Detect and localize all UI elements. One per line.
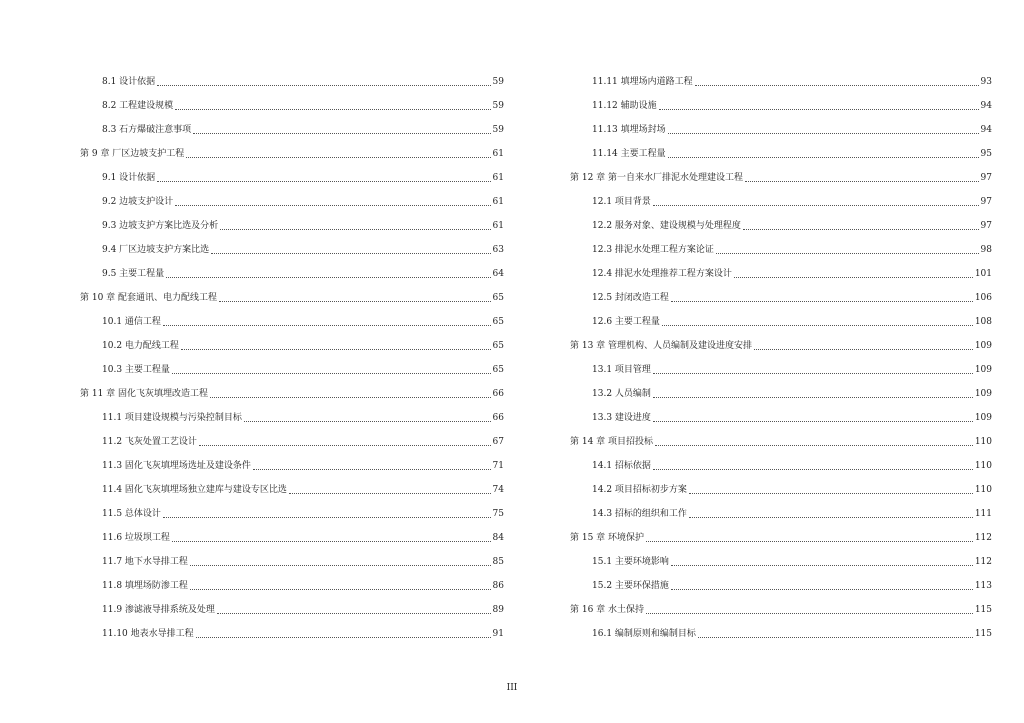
toc-entry-page: 109 [974,389,992,399]
toc-entry-title: 11.6 垃圾坝工程 [102,533,170,543]
toc-entry-page: 75 [492,509,504,519]
toc-leader-dots [289,492,491,494]
toc-section-entry[interactable] [570,208,992,232]
toc-entry-page: 112 [974,557,992,567]
toc-entry-title: 8.2 工程建设规模 [102,101,174,111]
toc-leader-dots [190,588,491,590]
toc-leader-dots [695,84,979,86]
toc-section-entry[interactable] [570,256,992,280]
toc-entry-page: 109 [974,365,992,375]
toc-entry-page: 110 [974,437,992,447]
toc-leader-dots [244,420,491,422]
toc-entry-title: 12.6 主要工程量 [592,317,660,327]
toc-entry-title: 14.1 招标依据 [592,461,651,471]
toc-section-entry[interactable] [80,448,504,472]
toc-entry-title: 11.5 总体设计 [102,509,161,519]
toc-leader-dots [157,84,490,86]
toc-entry-page: 71 [492,461,504,471]
toc-section-entry[interactable] [570,136,992,160]
toc-entry-title: 14.3 招标的组织和工作 [592,509,687,519]
toc-leader-dots [193,132,490,134]
toc-leader-dots [689,492,973,494]
toc-entry-title: 第 9 章 厂区边坡支护工程 [80,149,185,159]
toc-entry-page: 59 [492,101,504,111]
toc-section-entry[interactable] [80,352,504,376]
toc-leader-dots [175,204,490,206]
toc-leader-dots [190,564,491,566]
toc-entry-title: 11.7 地下水导排工程 [102,557,188,567]
toc-section-entry[interactable] [570,88,992,112]
toc-leader-dots [166,276,490,278]
toc-leader-dots [743,228,979,230]
toc-section-entry[interactable] [80,232,504,256]
toc-entry-page: 65 [492,341,504,351]
toc-entry-page: 101 [974,269,992,279]
toc-leader-dots [220,228,490,230]
toc-entry-title: 11.14 主要工程量 [592,149,666,159]
toc-entry-page: 97 [980,173,992,183]
toc-entry-page: 106 [974,293,992,303]
toc-entry-page: 108 [974,317,992,327]
toc-entry-title: 16.1 编制原则和编制目标 [592,629,696,639]
toc-entry-title: 8.1 设计依据 [102,77,156,87]
toc-section-entry[interactable] [80,472,504,496]
toc-entry-title: 12.5 封闭改造工程 [592,293,669,303]
toc-entry-page: 59 [492,77,504,87]
toc-entry-title: 11.13 填埋场封场 [592,125,666,135]
toc-leader-dots [211,252,490,254]
toc-section-entry[interactable] [80,544,504,568]
toc-chapter-entry[interactable] [570,328,992,352]
toc-entry-title: 第 13 章 管理机构、人员编制及建设进度安排 [570,341,753,351]
toc-entry-title: 9.3 边坡支护方案比选及分析 [102,221,219,231]
toc-entry-page: 61 [492,173,504,183]
toc-right-column [570,64,992,640]
toc-entry-title: 第 10 章 配套通讯、电力配线工程 [80,293,218,303]
toc-entry-page: 93 [980,77,992,87]
toc-entry-page: 111 [974,509,992,519]
toc-leader-dots [253,468,491,470]
toc-entry-title: 13.1 项目管理 [592,365,651,375]
toc-entry-title: 10.3 主要工程量 [102,365,170,375]
toc-entry-title: 9.5 主要工程量 [102,269,165,279]
toc-section-entry[interactable] [80,616,504,640]
toc-section-entry[interactable] [570,184,992,208]
toc-section-entry[interactable] [80,64,504,88]
toc-left-column [80,64,504,640]
toc-section-entry[interactable] [80,520,504,544]
toc-section-entry[interactable] [80,112,504,136]
toc-entry-page: 97 [980,221,992,231]
toc-section-entry[interactable] [570,280,992,304]
toc-section-entry[interactable] [80,304,504,328]
toc-chapter-entry[interactable] [80,376,504,400]
toc-entry-title: 第 16 章 水土保持 [570,605,645,615]
toc-entry-page: 65 [492,293,504,303]
toc-leader-dots [671,300,973,302]
toc-chapter-entry[interactable] [570,424,992,448]
toc-section-entry[interactable] [80,400,504,424]
toc-entry-title: 15.2 主要环保措施 [592,581,669,591]
toc-entry-title: 11.8 填埋场防渗工程 [102,581,188,591]
toc-leader-dots [754,348,973,350]
toc-section-entry[interactable] [80,208,504,232]
toc-leader-dots [181,348,491,350]
toc-entry-page: 109 [974,413,992,423]
toc-entry-title: 12.2 服务对象、建设规模与处理程度 [592,221,741,231]
toc-entry-title: 11.11 填埋场内道路工程 [592,77,693,87]
toc-entry-page: 110 [974,461,992,471]
toc-entry-title: 12.4 排泥水处理推荐工程方案设计 [592,269,732,279]
toc-entry-page: 67 [492,437,504,447]
toc-entry-title: 10.2 电力配线工程 [102,341,179,351]
toc-leader-dots [653,372,973,374]
toc-chapter-entry[interactable] [570,520,992,544]
toc-section-entry[interactable] [570,400,992,424]
toc-leader-dots [734,276,973,278]
toc-entry-page: 61 [492,221,504,231]
toc-entry-title: 9.2 边坡支护设计 [102,197,174,207]
toc-entry-title: 12.3 排泥水处理工程方案论证 [592,245,714,255]
toc-section-entry[interactable] [570,472,992,496]
toc-entry-title: 15.1 主要环境影响 [592,557,669,567]
toc-section-entry[interactable] [80,256,504,280]
toc-leader-dots [671,588,973,590]
toc-entry-page: 63 [492,245,504,255]
toc-leader-dots [163,324,491,326]
toc-leader-dots [653,468,973,470]
toc-entry-page: 61 [492,149,504,159]
toc-entry-title: 11.2 飞灰处置工艺设计 [102,437,197,447]
toc-section-entry[interactable] [80,496,504,520]
toc-entry-page: 112 [974,533,992,543]
toc-leader-dots [655,444,973,446]
toc-leader-dots [689,516,973,518]
toc-entry-page: 84 [492,533,504,543]
toc-section-entry[interactable] [80,568,504,592]
toc-entry-page: 66 [492,389,504,399]
toc-section-entry[interactable] [570,112,992,136]
toc-section-entry[interactable] [570,64,992,88]
toc-leader-dots [172,540,491,542]
toc-entry-title: 11.12 辅助设施 [592,101,657,111]
toc-section-entry[interactable] [80,88,504,112]
toc-entry-page: 89 [492,605,504,615]
toc-section-entry[interactable] [570,616,992,640]
toc-entry-page: 115 [974,605,992,615]
toc-section-entry[interactable] [570,232,992,256]
toc-leader-dots [199,444,491,446]
toc-section-entry[interactable] [80,184,504,208]
toc-entry-page: 115 [974,629,992,639]
toc-section-entry[interactable] [570,352,992,376]
toc-leader-dots [157,180,490,182]
toc-entry-title: 11.10 地表水导排工程 [102,629,194,639]
toc-entry-title: 第 15 章 环境保护 [570,533,645,543]
toc-entry-page: 98 [980,245,992,255]
toc-section-entry[interactable] [80,160,504,184]
toc-leader-dots [163,516,491,518]
toc-entry-title: 11.3 固化飞灰填埋场选址及建设条件 [102,461,251,471]
toc-entry-page: 65 [492,365,504,375]
toc-section-entry[interactable] [570,496,992,520]
toc-leader-dots [186,156,490,158]
toc-entry-title: 13.3 建设进度 [592,413,651,423]
toc-entry-page: 66 [492,413,504,423]
toc-leader-dots [745,180,979,182]
toc-entry-page: 109 [974,341,992,351]
toc-leader-dots [653,396,973,398]
toc-entry-title: 8.3 石方爆破注意事项 [102,125,192,135]
toc-entry-page: 94 [980,125,992,135]
toc-leader-dots [662,324,973,326]
toc-leader-dots [172,372,491,374]
toc-entry-title: 9.1 设计依据 [102,173,156,183]
toc-entry-page: 65 [492,317,504,327]
toc-leader-dots [653,204,979,206]
toc-entry-title: 第 12 章 第一自来水厂排泥水处理建设工程 [570,173,744,183]
toc-entry-title: 9.4 厂区边坡支护方案比选 [102,245,210,255]
toc-section-entry[interactable] [570,568,992,592]
toc-leader-dots [668,132,979,134]
toc-chapter-entry[interactable] [80,136,504,160]
toc-section-entry[interactable] [570,448,992,472]
toc-leader-dots [219,300,491,302]
toc-entry-page: 59 [492,125,504,135]
toc-chapter-entry[interactable] [570,592,992,616]
toc-entry-page: 64 [492,269,504,279]
toc-entry-page: 86 [492,581,504,591]
toc-entry-page: 95 [980,149,992,159]
toc-entry-page: 61 [492,197,504,207]
toc-leader-dots [210,396,491,398]
toc-leader-dots [175,108,490,110]
toc-leader-dots [646,612,973,614]
toc-leader-dots [217,612,491,614]
toc-leader-dots [653,420,973,422]
toc-entry-page: 91 [492,629,504,639]
toc-entry-title: 13.2 人员编制 [592,389,651,399]
toc-entry-page: 85 [492,557,504,567]
toc-entry-title: 第 11 章 固化飞灰填埋改造工程 [80,389,209,399]
toc-section-entry[interactable] [80,328,504,352]
toc-leader-dots [668,156,979,158]
toc-entry-page: 97 [980,197,992,207]
toc-section-entry[interactable] [570,376,992,400]
toc-entry-page: 113 [974,581,992,591]
toc-entry-title: 11.4 固化飞灰填埋场独立建库与建设专区比选 [102,485,287,495]
toc-entry-title: 14.2 项目招标初步方案 [592,485,687,495]
toc-entry-page: 74 [492,485,504,495]
toc-leader-dots [671,564,973,566]
toc-leader-dots [698,636,973,638]
toc-leader-dots [196,636,491,638]
toc-leader-dots [659,108,979,110]
toc-section-entry[interactable] [80,424,504,448]
toc-section-entry[interactable] [80,592,504,616]
toc-entry-title: 第 14 章 项目招投标 [570,437,654,447]
toc-entry-page: 94 [980,101,992,111]
toc-leader-dots [716,252,979,254]
toc-section-entry[interactable] [570,304,992,328]
toc-entry-page: 110 [974,485,992,495]
toc-chapter-entry[interactable] [80,280,504,304]
page-number: III [506,683,518,693]
toc-entry-title: 11.1 项目建设规模与污染控制目标 [102,413,242,423]
toc-entry-title: 12.1 项目背景 [592,197,651,207]
toc-chapter-entry[interactable] [570,160,992,184]
toc-section-entry[interactable] [570,544,992,568]
toc-entry-title: 11.9 渗滤液导排系统及处理 [102,605,215,615]
toc-entry-title: 10.1 通信工程 [102,317,161,327]
toc-leader-dots [646,540,973,542]
